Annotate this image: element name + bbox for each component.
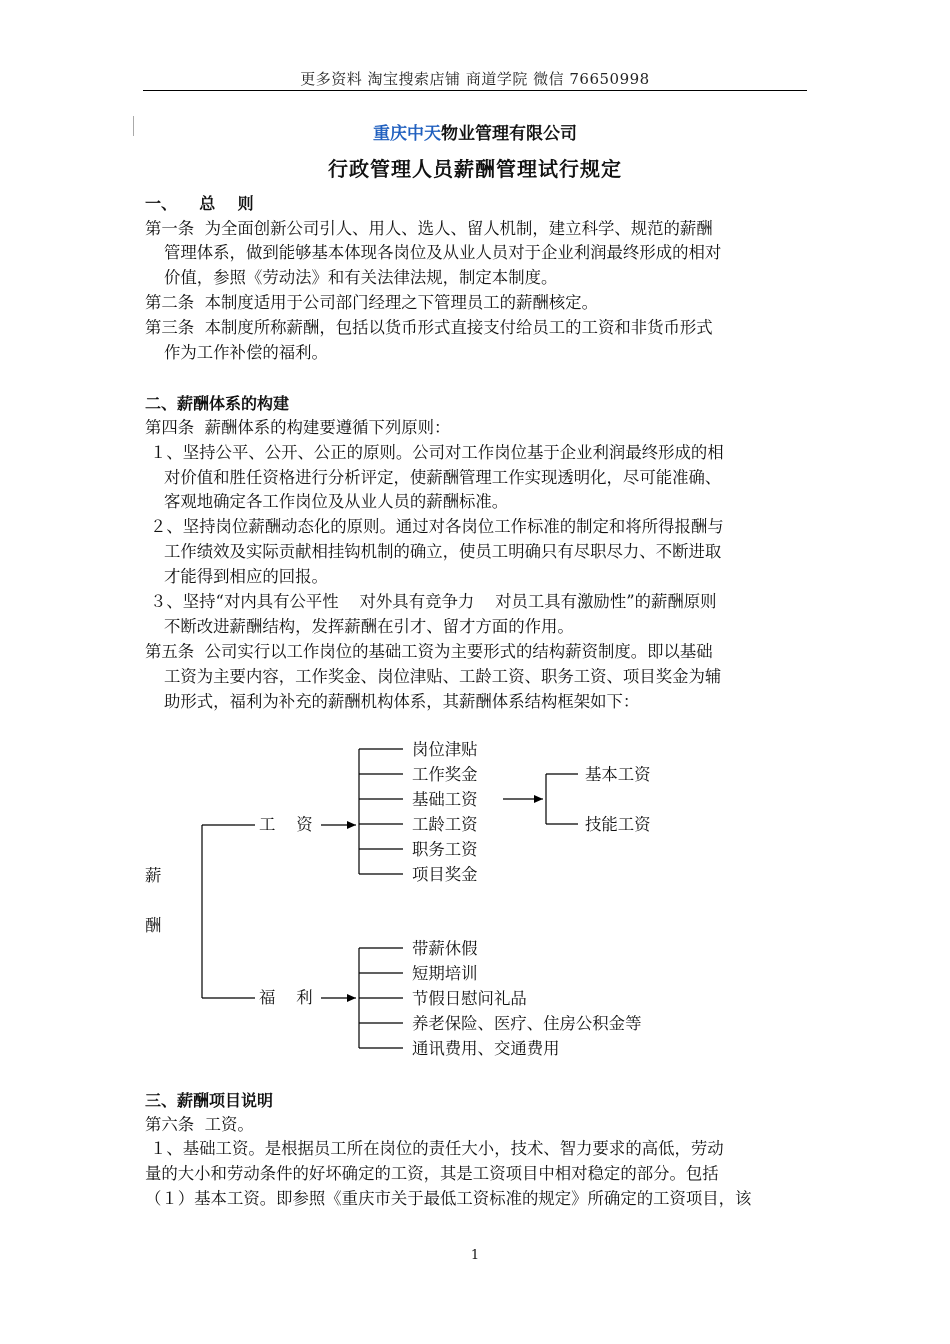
paragraph-line: 作为工作补偿的福利。 [164,343,328,362]
diagram-welfare-item: 养老保险、医疗、住房公积金等 [412,1014,642,1033]
paragraph-line: 管理体系，做到能够基本体现各岗位及从业人员对于企业利润最终形成的相对 [164,243,722,262]
paragraph-line: 第四条 薪酬体系的构建要遵循下列原则： [145,418,451,437]
diagram-base-wage-part: 基本工资 [585,765,651,784]
diagram-wage-item: 职务工资 [412,840,478,859]
section-3-heading: 三、薪酬项目说明 [145,1091,274,1110]
paragraph-line: 价值，参照《劳动法》和有关法律法规，制定本制度。 [164,268,558,287]
paragraph-line: ３、坚持“对内具有公平性 对外具有竞争力 对员工具有激励性”的薪酬原则 [150,592,717,611]
diagram-wage-item: 工作奖金 [412,765,478,784]
paragraph-line: 量的大小和劳动条件的好坏确定的工资，其是工资项目中相对稳定的部分。包括 [145,1164,719,1183]
diagram-welfare-item: 节假日慰问礼品 [412,989,527,1008]
diagram-wage-label: 工 资 [259,815,313,834]
diagram-welfare-label: 福 利 [259,988,313,1007]
paragraph-line: 才能得到相应的回报。 [164,567,328,586]
document-title: 行政管理人员薪酬管理试行规定 [328,157,622,181]
paragraph-line: １、基础工资。是根据员工所在岗位的责任大小，技术、智力要求的高低，劳动 [150,1139,724,1158]
paragraph-line: 不断改进薪酬结构，发挥薪酬在引才、留才方面的作用。 [164,617,574,636]
diagram-root-char: 薪 [145,866,162,885]
diagram-wage-item: 基础工资 [412,790,478,809]
paragraph-line: 第二条 本制度适用于公司部门经理之下管理员工的薪酬核定。 [145,293,598,312]
diagram-welfare-item: 通讯费用、交通费用 [412,1039,560,1058]
page-header: 更多资料 淘宝搜索店铺 商道学院 微信 76650998 [300,70,650,88]
section-2-heading: 二、薪酬体系的构建 [145,394,290,413]
diagram-root-char: 酬 [145,916,162,935]
paragraph-line: 工资为主要内容，工作奖金、岗位津贴、工龄工资、职务工资、项目奖金为辅 [164,667,722,686]
diagram-wage-item: 项目奖金 [412,865,478,884]
company-name-rest: 物业管理有限公司 [441,124,577,144]
paragraph-line: １、坚持公平、公开、公正的原则。公司对工作岗位基于企业利润最终形成的相 [150,443,724,462]
diagram-welfare-item: 带薪休假 [412,939,478,958]
paragraph-line: 第一条 为全面创新公司引人、用人、选人、留人机制，建立科学、规范的薪酬 [145,219,713,238]
paragraph-line: 工作绩效及实际贡献相挂钩机制的确立，使员工明确只有尽职尽力、不断进取 [164,542,722,561]
paragraph-line: 第五条 公司实行以工作岗位的基础工资为主要形式的结构薪资制度。即以基础 [145,642,713,661]
paragraph-line: 客观地确定各工作岗位及从业人员的薪酬标准。 [164,492,509,511]
diagram-base-wage-part: 技能工资 [585,815,651,834]
paragraph-line: 对价值和胜任资格进行分析评定，使薪酬管理工作实现透明化，尽可能准确、 [164,468,722,487]
paragraph-line: 助形式，福利为补充的薪酬机构体系，其薪酬体系结构框架如下： [164,692,640,711]
paragraph-line: （１）基本工资。即参照《重庆市关于最低工资标准的规定》所确定的工资项目，该 [145,1189,752,1208]
diagram-wage-item: 工龄工资 [412,815,478,834]
page-number: 1 [470,1248,480,1263]
paragraph-line: ２、坚持岗位薪酬动态化的原则。通过对各岗位工作标准的制定和将所得报酬与 [150,517,724,536]
paragraph-line: 第六条 工资。 [145,1115,254,1134]
diagram-welfare-item: 短期培训 [412,964,478,983]
section-1-heading: 一、 总 则 [145,194,254,213]
paragraph-line: 第三条 本制度所称薪酬，包括以货币形式直接支付给员工的工资和非货币形式 [145,318,713,337]
diagram-wage-item: 岗位津贴 [412,740,478,759]
company-name-highlight: 重庆中天 [373,124,441,144]
